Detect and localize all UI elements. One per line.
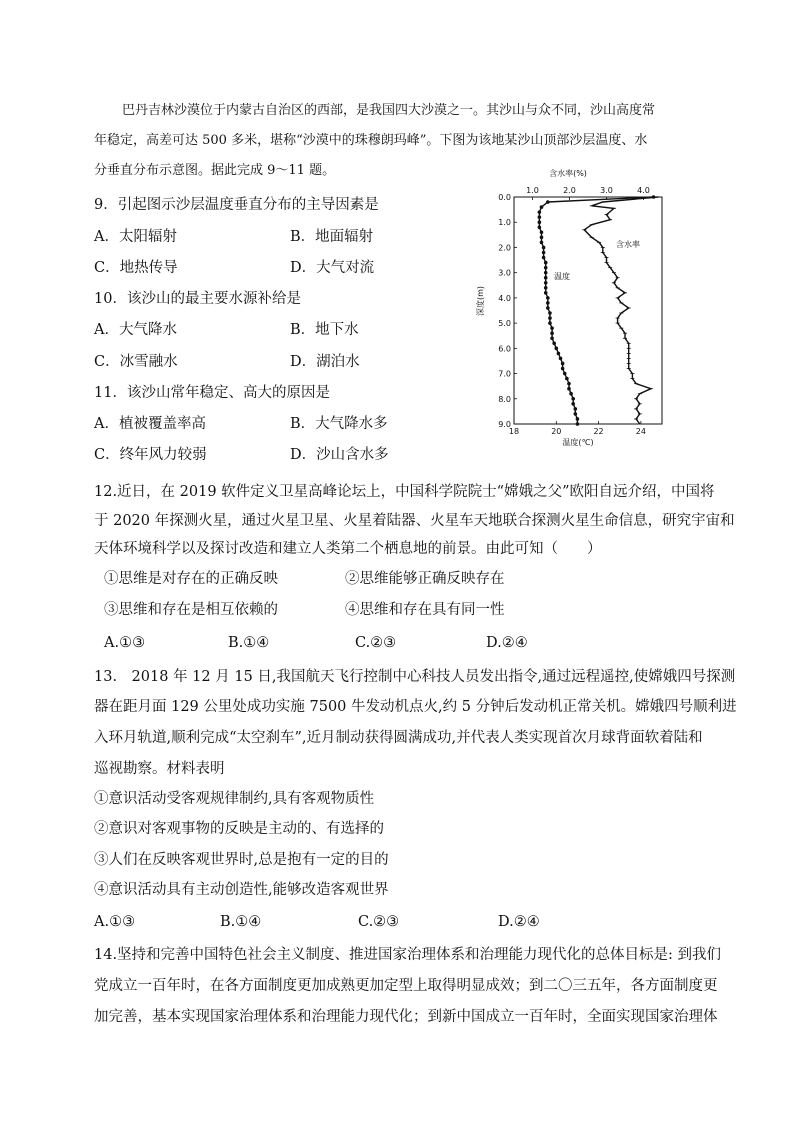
temperature-point	[550, 326, 554, 330]
temperature-point	[542, 251, 546, 255]
q9-option-a: A．太阳辐射	[94, 229, 177, 245]
depth-tick-label: 5.0	[498, 319, 511, 329]
depth-tick-label: 3.0	[498, 268, 511, 278]
depth-tick-label: 8.0	[498, 394, 511, 404]
temperature-point	[544, 261, 548, 265]
temperature-point	[571, 402, 575, 406]
temperature-point	[542, 256, 546, 260]
moisture-tick-label: 1.0	[526, 186, 539, 195]
q13-statement-3: ③人们在反映客观世界时,总是抱有一定的目的	[94, 852, 389, 868]
q11-option-c: C．终年风力较弱	[94, 447, 207, 463]
temperature-point	[544, 271, 548, 275]
intro-line-1: 巴丹吉林沙漠位于内蒙古自治区的西部，是我国四大沙漠之一。其沙山与众不同，沙山高度常	[122, 103, 656, 118]
temperature-point	[559, 357, 563, 361]
temperature-point	[548, 316, 552, 320]
q12-option-c: C.②③	[355, 635, 397, 651]
chart-bottom-axis-label: 温度(℃)	[562, 438, 594, 447]
temperature-point	[567, 387, 571, 391]
temperature-point	[540, 236, 544, 240]
depth-tick-label: 2.0	[498, 243, 511, 253]
q13-option-b: B.①④	[220, 914, 262, 930]
q12-statement-2: ②思维能够正确反映存在	[345, 571, 505, 587]
temperature-point	[561, 367, 565, 371]
q12-option-b: B.①④	[228, 635, 270, 651]
temperature-point	[538, 210, 542, 214]
temperature-point	[574, 412, 578, 416]
temperature-point	[540, 205, 544, 209]
series-label-moisture: 含水率	[616, 240, 640, 249]
temperature-point	[542, 246, 546, 250]
q9-stem: 9．引起图示沙层温度垂直分布的主导因素是	[94, 197, 379, 213]
q12-statement-1: ①思维是对存在的正确反映	[104, 571, 278, 587]
q10-option-a: A．大气降水	[94, 322, 177, 338]
intro-line-3: 分垂直分布示意图。据此完成 9～11 题。	[94, 163, 336, 178]
q13-line-4: 巡视勘察。材料表明	[94, 761, 225, 777]
q9-option-c: C．地热传导	[94, 260, 178, 276]
depth-tick-label: 6.0	[498, 344, 511, 354]
temperature-point	[552, 341, 556, 345]
temperature-point	[538, 225, 542, 229]
q13-option-c: C.②③	[358, 914, 400, 930]
depth-tick-label: 4.0	[498, 293, 511, 303]
temperature-point	[569, 392, 573, 396]
temperature-point	[557, 352, 561, 356]
temperature-point	[574, 407, 578, 411]
temperature-point	[546, 301, 550, 305]
chart-top-axis-label: 含水率(%)	[549, 169, 587, 178]
temperature-point	[561, 362, 565, 366]
q14-line-3: 加完善，基本实现国家治理体系和治理能力现代化；到新中国成立一百年时，全面实现国家治理体	[94, 1009, 718, 1025]
temperature-tick-label: 18	[508, 427, 520, 436]
temperature-point	[567, 382, 571, 386]
temperature-point	[550, 331, 554, 335]
q12-line-3: 天体环境科学以及探讨改造和建立人类第二个栖息地的前景。由此可知（ ）	[94, 541, 602, 557]
chart-y-axis-label: 深度(m)	[476, 285, 485, 317]
q11-option-b: B．大气降水多	[290, 416, 388, 432]
temperature-point	[544, 266, 548, 270]
q10-option-d: D．湖泊水	[290, 354, 360, 370]
temperature-point	[546, 296, 550, 300]
temperature-point	[540, 241, 544, 245]
depth-tick-label: 0.0	[498, 193, 511, 202]
temperature-point	[540, 231, 544, 235]
temperature-point	[538, 215, 542, 219]
q12-option-a: A.①③	[104, 635, 146, 651]
depth-tick-label: 7.0	[498, 369, 511, 379]
temperature-point	[538, 220, 542, 224]
q12-option-d: D.②④	[486, 635, 528, 651]
q9-option-b: B．地面辐射	[290, 229, 374, 245]
q13-line-1: 13. 2018 年 12 月 15 日,我国航天飞行控制中心科技人员发出指令,通过远程遥控,使嫦娥四号探测	[94, 669, 736, 685]
temperature-point	[576, 417, 580, 421]
temperature-point	[576, 422, 580, 426]
depth-tick-label: 9.0	[498, 420, 511, 429]
q14-line-1: 14.坚持和完善中国特色社会主义制度、推进国家治理体系和治理能力现代化的总体目标是: 到我们	[94, 947, 722, 963]
q12-line-1: 12.近日，在 2019 软件定义卫星高峰论坛上，中国科学院院士“嫦娥之父”欧阳自远介绍，中国将	[94, 484, 715, 500]
q11-option-a: A．植被覆盖率高	[94, 416, 206, 432]
chart-plot-frame	[514, 197, 662, 424]
q14-line-2: 党成立一百年时，在各方面制度更加成熟更加定型上取得明显成效；到二〇三五年，各方面制度更	[94, 978, 718, 994]
series-label-temperature: 温度	[554, 272, 570, 281]
q10-stem: 10．该沙山的最主要水源补给是	[94, 291, 301, 307]
q13-statement-2: ②意识对客观事物的反映是主动的、有选择的	[94, 821, 384, 837]
q12-statement-3: ③思维和存在是相互依赖的	[104, 602, 278, 618]
temperature-point	[563, 372, 567, 376]
temperature-point	[548, 311, 552, 315]
temperature-point	[565, 377, 569, 381]
temperature-series-line	[539, 197, 653, 424]
q13-statement-1: ①意识活动受客观规律制约,具有客观物质性	[94, 791, 375, 807]
temperature-tick-label: 24	[635, 427, 646, 436]
q12-statement-4: ④思维和存在具有同一性	[345, 602, 505, 618]
temperature-point	[548, 321, 552, 325]
temperature-point	[554, 347, 558, 351]
depth-tick-label: 1.0	[498, 218, 511, 228]
sand-temperature-moisture-chart	[466, 166, 676, 448]
moisture-series-line	[584, 197, 658, 424]
q13-line-3: 入环月轨道,顺利完成“太空刹车”,近月制动获得圆满成功,并代表人类实现首次月球背面软着陆和	[94, 730, 703, 746]
q11-stem: 11．该沙山常年稳定、高大的原因是	[94, 385, 330, 401]
q9-option-d: D．大气对流	[290, 260, 375, 276]
temperature-point	[544, 286, 548, 290]
temperature-tick-label: 22	[593, 427, 604, 436]
intro-line-2: 年稳定，高差可达 500 多米，堪称“沙漠中的珠穆朗玛峰”。下图为该地某沙山顶部沙层温度、水	[94, 133, 648, 148]
q11-option-d: D．沙山含水多	[290, 447, 389, 463]
temperature-point	[546, 306, 550, 310]
moisture-tick-label: 2.0	[563, 186, 576, 195]
temperature-point	[546, 200, 550, 204]
temperature-point	[544, 276, 548, 280]
chart-series	[538, 195, 661, 426]
temperature-point	[544, 291, 548, 295]
q10-option-c: C．冰雪融水	[94, 354, 178, 370]
moisture-tick-label: 4.0	[637, 186, 650, 195]
q12-line-2: 于 2020 年探测火星，通过火星卫星、火星着陆器、火星车天地联合探测火星生命信息，研究宇宙和	[94, 513, 735, 529]
q13-option-a: A.①③	[94, 914, 136, 930]
q13-statement-4: ④意识活动具有主动创造性,能够改造客观世界	[94, 882, 389, 898]
q10-option-b: B．地下水	[290, 322, 359, 338]
temperature-point	[550, 336, 554, 340]
temperature-tick-label: 20	[551, 427, 562, 436]
moisture-tick-label: 3.0	[600, 186, 613, 195]
temperature-point	[571, 397, 575, 401]
q13-line-2: 器在距月面 129 公里处成功实施 7500 牛发动机点火,约 5 分钟后发动机正常关机。嫦娥四号顺利进	[94, 699, 737, 715]
temperature-point	[544, 281, 548, 285]
q13-option-d: D.②④	[498, 914, 540, 930]
